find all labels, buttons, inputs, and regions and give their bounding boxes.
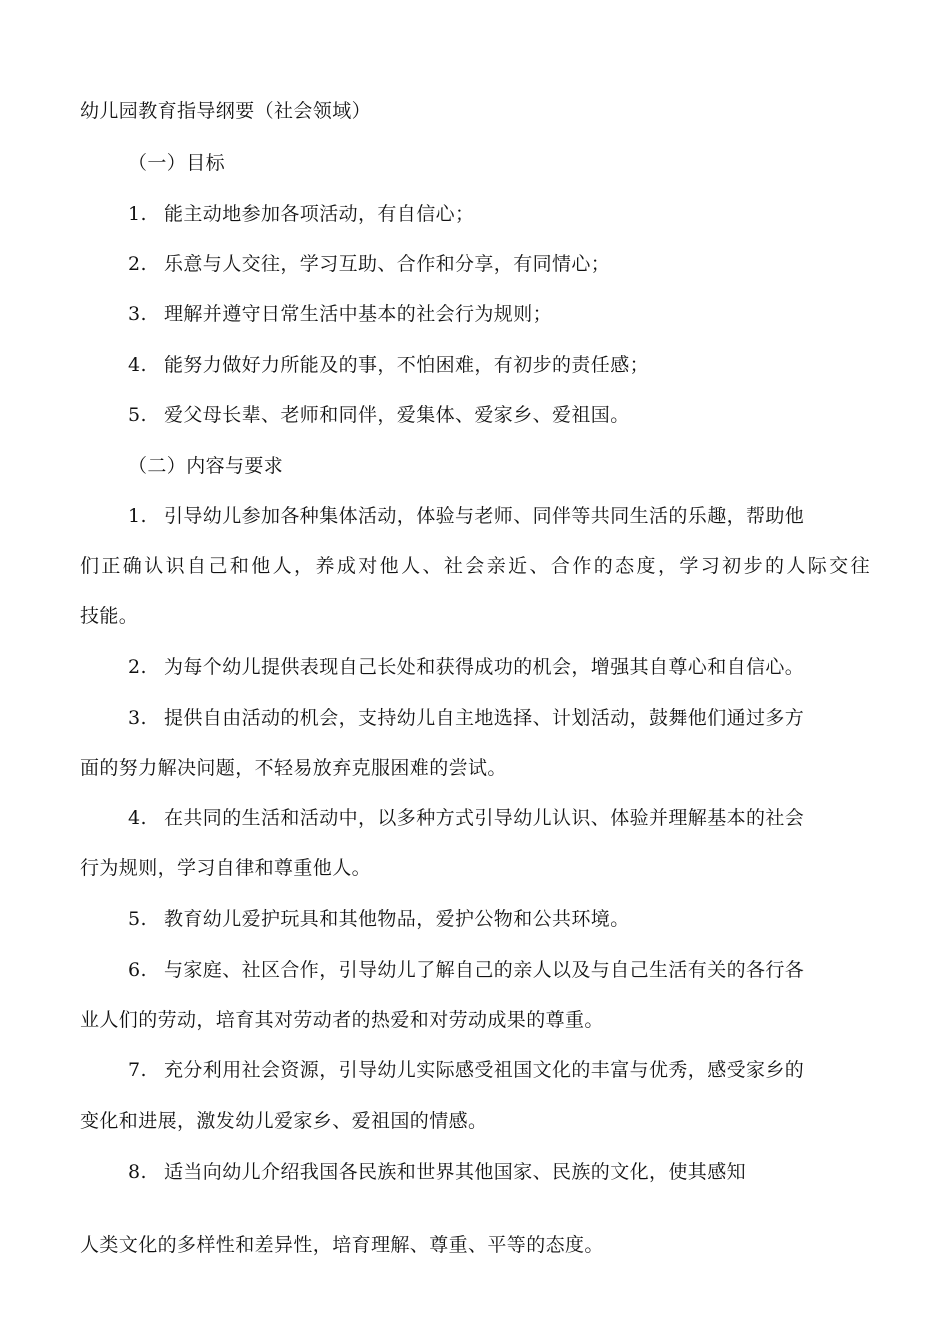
requirement-continuation: 技能。: [80, 605, 139, 627]
requirement-number: 5.: [128, 908, 147, 930]
goal-text: 能主动地参加各项活动，有自信心；: [164, 203, 475, 225]
goal-text: 能努力做好力所能及的事，不怕困难，有初步的责任感；: [164, 354, 650, 376]
goal-text: 爱父母长辈、老师和同伴，爱集体、爱家乡、爱祖国。: [164, 404, 630, 426]
requirement-item: [128, 503, 804, 529]
requirement-text: 教育幼儿爱护玩具和其他物品，爱护公物和公共环境。: [164, 908, 630, 930]
requirement-continuation: 业人们的劳动，培育其对劳动者的热爱和对劳动成果的尊重。: [80, 1009, 604, 1031]
requirement-continuation: 行为规则，学习自律和尊重他人。: [80, 857, 372, 879]
requirement-item: [128, 805, 804, 831]
goal-text: 理解并遵守日常生活中基本的社会行为规则；: [164, 303, 553, 325]
requirement-text: 适当向幼儿介绍我国各民族和世界其他国家、民族的文化，使其感知: [164, 1161, 747, 1183]
requirement-number: 2.: [128, 656, 147, 678]
requirement-text: 提供自由活动的机会，支持幼儿自主地选择、计划活动，鼓舞他们通过多方: [164, 707, 805, 729]
goal-number: 1.: [128, 203, 147, 225]
requirement-item: [128, 654, 804, 680]
requirement-continuation: 人类文化的多样性和差异性，培育理解、尊重、平等的态度。: [80, 1234, 604, 1256]
requirement-item: [128, 1159, 746, 1185]
requirement-text: 与家庭、社区合作，引导幼儿了解自己的亲人以及与自己生活有关的各行各: [164, 959, 805, 981]
requirement-continuation: 变化和进展，激发幼儿爱家乡、爱祖国的情感。: [80, 1110, 488, 1132]
requirement-item: [128, 1057, 804, 1083]
goal-number: 5.: [128, 404, 147, 426]
requirement-text: 引导幼儿参加各种集体活动，体验与老师、同伴等共同生活的乐趣，帮助他: [164, 505, 805, 527]
goal-number: 4.: [128, 354, 147, 376]
requirement-number: 1.: [128, 505, 147, 527]
requirement-number: 8.: [128, 1161, 147, 1183]
requirement-item: [128, 705, 804, 731]
goal-number: 2.: [128, 253, 147, 275]
section-heading-goals: （一）目标: [128, 152, 226, 174]
requirement-text: 充分利用社会资源，引导幼儿实际感受祖国文化的丰富与优秀，感受家乡的: [164, 1059, 805, 1081]
requirement-number: 4.: [128, 807, 147, 829]
goal-number: 3.: [128, 303, 147, 325]
goal-item: [128, 352, 649, 378]
requirement-text: 为每个幼儿提供表现自己长处和获得成功的机会，增强其自尊心和自信心。: [164, 656, 805, 678]
requirement-item: [128, 906, 630, 932]
requirement-number: 3.: [128, 707, 147, 729]
requirement-text: 在共同的生活和活动中，以多种方式引导幼儿认识、体验并理解基本的社会: [164, 807, 805, 829]
requirement-continuation: 面的努力解决问题，不轻易放弃克服困难的尝试。: [80, 757, 507, 779]
requirement-number: 6.: [128, 959, 147, 981]
goal-item: [128, 301, 552, 327]
goal-item: [128, 251, 610, 277]
goal-item: [128, 201, 474, 227]
document-title: 幼儿园教育指导纲要（社会领域）: [80, 100, 372, 122]
goal-item: [128, 402, 630, 428]
goal-text: 乐意与人交往，学习互助、合作和分享，有同情心；: [164, 253, 611, 275]
requirement-number: 7.: [128, 1059, 147, 1081]
section-heading-requirements: （二）内容与要求: [128, 455, 284, 477]
requirement-item: [128, 957, 804, 983]
requirement-continuation: 们正确认识自己和他人，养成对他人、社会亲近、合作的态度，学习初步的人际交往: [80, 555, 870, 577]
